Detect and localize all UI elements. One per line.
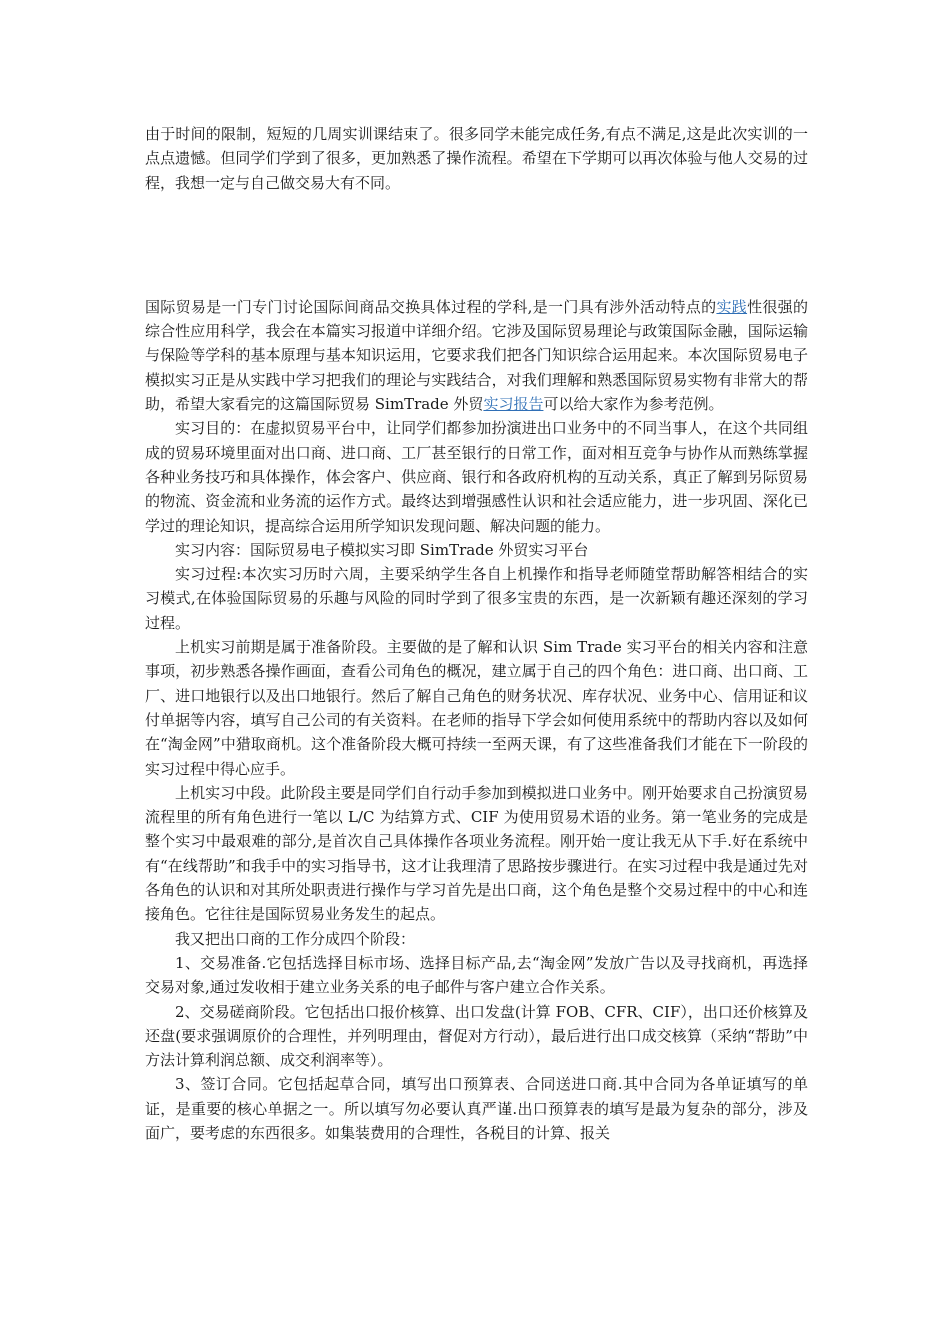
stage-1-paragraph: 1、交易准备.它包括选择目标市场、选择目标产品,去“淘金网”发放广告以及寻找商机，再选择交易对象,通过发收相于建立业务关系的电子邮件与客户建立合作关系。 <box>145 953 808 997</box>
practice-link[interactable]: 实践 <box>716 297 748 316</box>
document-body <box>145 122 808 1145</box>
intro-paragraph: 由于时间的限制，短短的几周实训课结束了。很多同学未能完成任务,有点不满足,这是此次实训的一点点遗憾。但同学们学到了很多，更加熟悉了操作流程。希望在下学期可以再次体验与他人交易的过程，我想一定与自己做交易大有不同。 <box>145 125 808 192</box>
stage-3-paragraph: 3、签订合同。它包括起草合同，填写出口预算表、合同送进口商.其中合同为各单证填写的单证，是重要的核心单据之一。所以填写勿必要认真严谨.出口预算表的填写是最为复杂的部分，涉及面广，要考虑的东西很多。如集装费用的合理性，各税目的计算、报关 <box>145 1075 808 1142</box>
four-stages-heading: 我又把出口商的工作分成四个阶段： <box>175 929 416 948</box>
report-link[interactable]: 实习报告 <box>483 395 544 414</box>
section-spacer <box>145 195 808 295</box>
summary-paragraph <box>145 295 808 416</box>
mid-stage-paragraph: 上机实习中段。此阶段主要是同学们自行动手参加到模拟进口业务中。刚开始要求自己扮演贸易流程里的所有角色进行一笔以 L/C 为结算方式、CIF 为使用贸易术语的业务。第一笔业务的完成是整个实习中最艰难的部分,是首次自己具体操作各项业务流程。刚开始一度让我无从下手.好在系统中有“在线帮助”和我手中的实习指导书，这才让我理清了思路按步骤进行。在实习过程中我是通过先对各角色的认识和对其所处职责进行操作与学习首先是出口商，这个角色是整个交易过程中的中心和连接角色。它往往是国际贸易业务发生的起点。 <box>145 783 808 924</box>
purpose-paragraph: 实习目的：在虚拟贸易平台中，让同学们都参加扮演进出口业务中的不同当事人，在这个共同组成的贸易环境里面对出口商、进口商、工厂甚至银行的日常工作，面对相互竞争与协作从而熟练掌握各种业务技巧和具体操作，体会客户、供应商、银行和各政府机构的互动关系，真正了解到另际贸易的物流、资金流和业务流的运作方式。最终达到增强感性认识和社会适应能力，进一步巩固、深化已学过的理论知识，提高综合运用所学知识发现问题、解决问题的能力。 <box>145 419 808 535</box>
summary-text-3: 可以给大家作为参考范例。 <box>543 395 724 414</box>
early-stage-paragraph: 上机实习前期是属于准备阶段。主要做的是了解和认识 Sim Trade 实习平台的相关内容和注意事项，初步熟悉各操作画面，查看公司角色的概况，建立属于自己的四个角色：进口商、出口商、工厂、进口地银行以及出口地银行。然后了解自己角色的财务状况、库存状况、业务中心、信用证和议付单据等内容，填写自己公司的有关资料。在老师的指导下学会如何使用系统中的帮助内容以及如何在“淘金网”中猎取商机。这个准备阶段大概可持续一至两天课，有了这些准备我们才能在下一阶段的实习过程中得心应手。 <box>145 638 808 778</box>
summary-text-2: 性很强的综合性应用科学，我会在本篇实习报道中详细介绍。它涉及国际贸易理论与政策国际金融，国际运输与保险等学科的基本原理与基本知识运用，它要求我们把各门知识综合运用起来。本次国际贸易电子模拟实习正是从实践中学习把我们的理论与实践结合，对我们理解和熟悉国际贸易实物有非常大的帮助，希望大家看完的这篇国际贸易 SimTrade 外贸 <box>145 297 808 414</box>
content-paragraph: 实习内容：国际贸易电子模拟实习即 SimTrade 外贸实习平台 <box>175 540 589 559</box>
summary-text-1: 国际贸易是一门专门讨论国际间商品交换具体过程的学科,是一门具有涉外活动特点的 <box>145 297 717 316</box>
process-paragraph: 实习过程:本次实习历时六周，主要采纳学生各自上机操作和指导老师随堂帮助解答相结合的实习模式,在体验国际贸易的乐趣与风险的同时学到了很多宝贵的东西，是一次新颖有趣还深刻的学习过程。 <box>145 565 808 632</box>
stage-2-paragraph: 2、交易磋商阶段。它包括出口报价核算、出口发盘(计算 FOB、CFR、CIF），出口还价核算及还盘(要求强调原价的合理性，并列明理由，督促对方行动），最后进行出口成交核算（采纳“帮助”中方法计算利润总额、成交利润率等）。 <box>145 1002 808 1070</box>
